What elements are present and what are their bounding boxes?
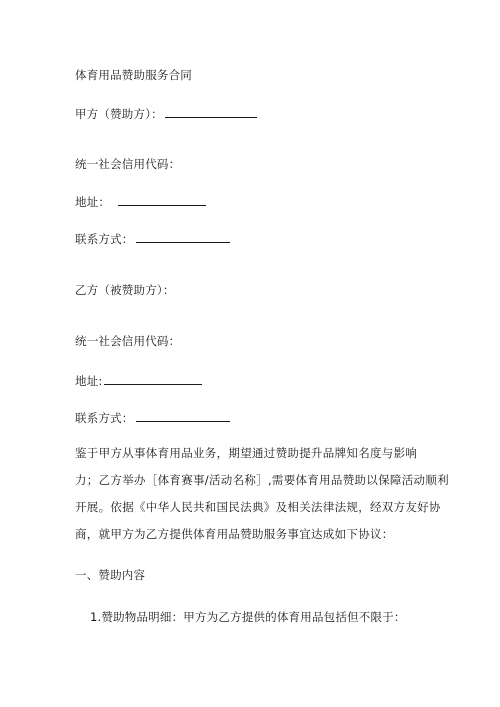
item-1-1: 1.赞助物品明细：甲方为乙方提供的体育用品包括但不限于： — [90, 610, 406, 624]
party-b-credit-code-label: 统一社会信用代码： — [75, 334, 181, 348]
party-a-name-blank — [165, 105, 257, 118]
party-b-address-label: 地址: — [75, 374, 103, 388]
party-b-contact-label: 联系方式： — [75, 411, 134, 425]
party-b-contact-blank — [136, 409, 230, 422]
party-b-address-line — [75, 372, 202, 389]
party-b-address-blank — [104, 372, 202, 385]
section-1-heading: 一、赞助内容 — [75, 568, 146, 582]
party-b-label: 乙方（被赞助方）： — [75, 283, 175, 297]
party-a-contact-line — [75, 230, 230, 247]
party-a-credit-code-label: 统一社会信用代码： — [75, 157, 181, 171]
document-title: 体育用品赞助服务合同 — [75, 68, 192, 82]
preamble-line: 鉴于甲方从事体育用品业务，期望通过赞助提升品牌知名度与影响 — [75, 446, 418, 460]
preamble-line: 开展。依据《中华人民共和国民法典》及相关法律法规，经双方友好协 — [75, 500, 441, 514]
party-a-address-line — [75, 193, 206, 210]
party-b-contact-line — [75, 409, 230, 426]
party-a-line — [75, 105, 257, 122]
party-a-address-blank — [118, 193, 206, 206]
party-a-contact-blank — [136, 230, 230, 243]
party-a-contact-label: 联系方式： — [75, 232, 134, 246]
party-a-label: 甲方（赞助方）： — [75, 107, 163, 121]
party-a-address-label: 地址： — [75, 195, 111, 209]
preamble-paragraph — [75, 440, 449, 548]
preamble-line: 商，就甲方为乙方提供体育用品赞助服务事宜达成如下协议： — [75, 527, 394, 541]
preamble-line: 力；乙方举办［体育赛事/活动名称］,需要体育用品赞助以保障活动顺利 — [75, 473, 449, 487]
